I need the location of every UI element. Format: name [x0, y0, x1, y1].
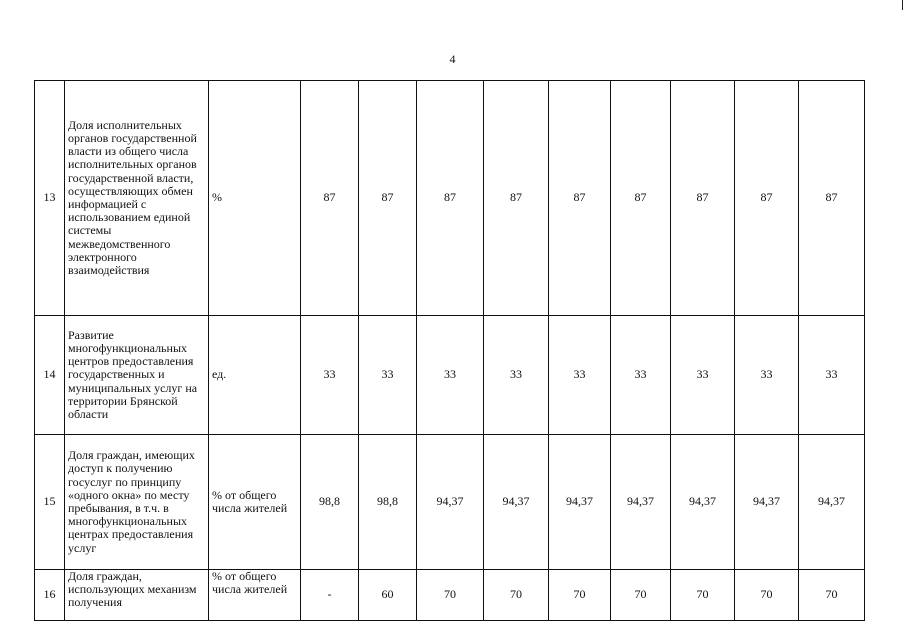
value-cell: 33 — [799, 316, 865, 435]
indicators-table — [34, 80, 865, 621]
value-cell: 94,37 — [417, 435, 484, 570]
value-cell: 87 — [359, 81, 417, 316]
page-number: 4 — [449, 52, 456, 66]
value-cell: 33 — [484, 316, 549, 435]
value-cell: 94,37 — [671, 435, 735, 570]
value-cell: 33 — [735, 316, 799, 435]
value-cell: 70 — [671, 570, 735, 621]
unit-of-measure: ед. — [209, 316, 301, 435]
value-cell: 94,37 — [611, 435, 671, 570]
value-cell: 33 — [671, 316, 735, 435]
row-number: 15 — [35, 435, 65, 570]
value-cell: 87 — [735, 81, 799, 316]
value-cell: 87 — [417, 81, 484, 316]
value-cell: 33 — [611, 316, 671, 435]
unit-of-measure: % — [209, 81, 301, 316]
row-number: 14 — [35, 316, 65, 435]
value-cell: 33 — [417, 316, 484, 435]
value-cell: 94,37 — [735, 435, 799, 570]
value-cell: 94,37 — [799, 435, 865, 570]
value-cell: 98,8 — [301, 435, 359, 570]
table-row — [35, 570, 865, 621]
value-cell: 87 — [549, 81, 611, 316]
value-cell: 87 — [301, 81, 359, 316]
unit-of-measure: % от общего числа жителей — [209, 435, 301, 570]
value-cell: 70 — [417, 570, 484, 621]
value-cell: 87 — [799, 81, 865, 316]
indicator-name: Доля граждан, использующих механизм получения — [65, 570, 209, 621]
value-cell: 94,37 — [549, 435, 611, 570]
value-cell: 70 — [484, 570, 549, 621]
value-cell: 33 — [549, 316, 611, 435]
scan-edge-mark — [902, 0, 903, 10]
indicator-name: Доля исполнительных органов государственной власти из общего числа исполнительных органов государственной власти, осуществляющих обмен информацией с использованием единой системы межведомственного электронного взаимодействия — [65, 81, 209, 316]
value-cell: 87 — [611, 81, 671, 316]
row-number: 13 — [35, 81, 65, 316]
value-cell: 94,37 — [484, 435, 549, 570]
value-cell: 70 — [735, 570, 799, 621]
value-cell: 70 — [549, 570, 611, 621]
value-cell: 70 — [799, 570, 865, 621]
table-row — [35, 316, 865, 435]
indicator-name: Развитие многофункциональных центров предоставления государственных и муниципальных услуг на территории Брянской области — [65, 316, 209, 435]
value-cell: 33 — [301, 316, 359, 435]
value-cell: 87 — [671, 81, 735, 316]
value-cell: 33 — [359, 316, 417, 435]
value-cell: 70 — [611, 570, 671, 621]
table-row — [35, 81, 865, 316]
value-cell: 98,8 — [359, 435, 417, 570]
row-number: 16 — [35, 570, 65, 621]
indicator-name: Доля граждан, имеющих доступ к получению госуслуг по принципу «одного окна» по месту пребывания, в т.ч. в многофункциональных центрах предоставления услуг — [65, 435, 209, 570]
value-cell: - — [301, 570, 359, 621]
value-cell: 60 — [359, 570, 417, 621]
table-row — [35, 435, 865, 570]
unit-of-measure: % от общего числа жителей — [209, 570, 301, 621]
value-cell: 87 — [484, 81, 549, 316]
